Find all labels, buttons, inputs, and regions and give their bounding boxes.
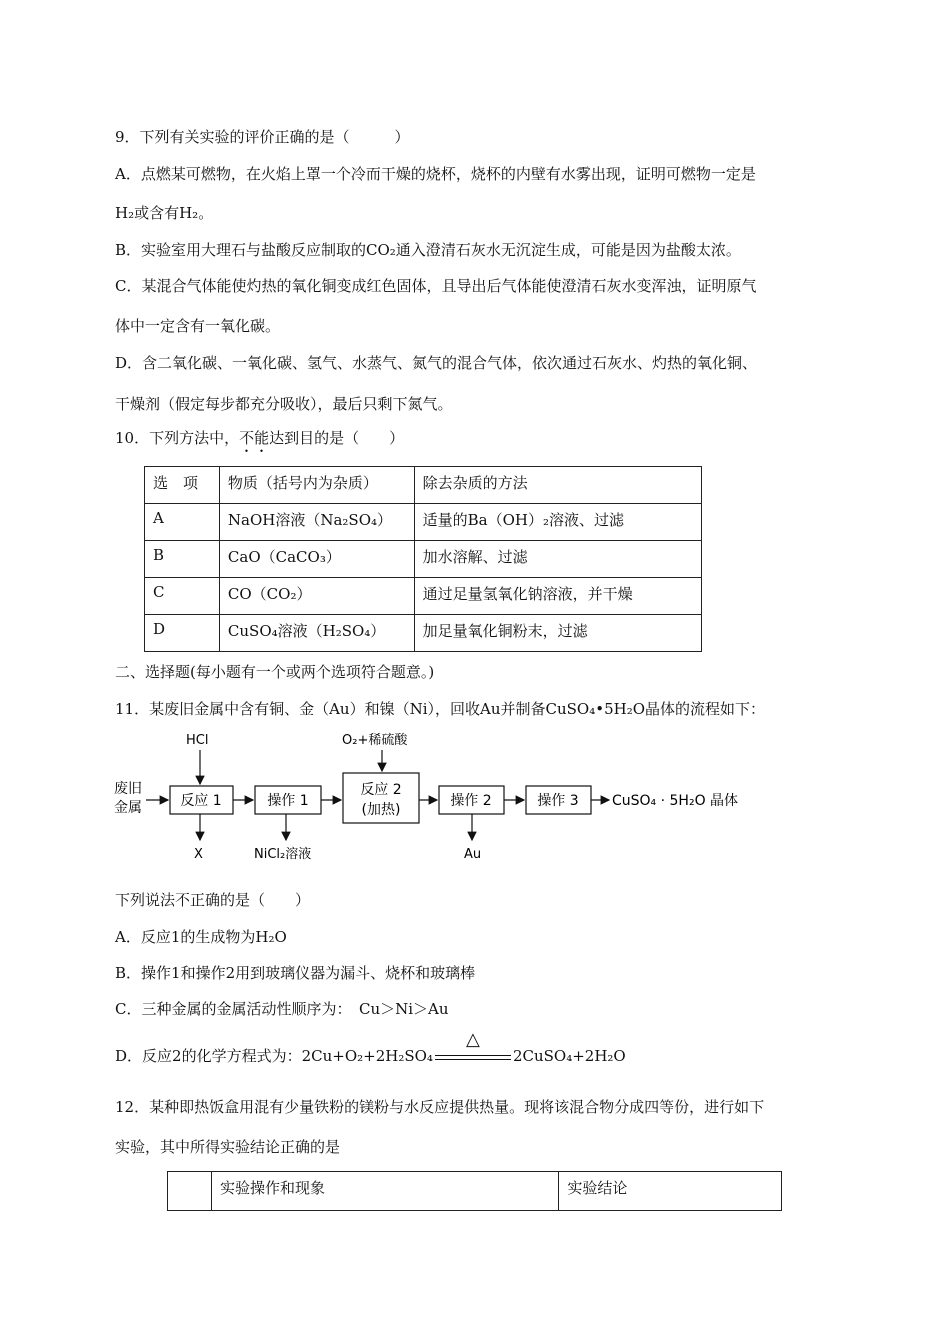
flow-product: CuSO₄ · 5H₂O 晶体 (612, 793, 739, 809)
q10-stem (115, 428, 404, 456)
q11-option-a: A．反应1的生成物为H₂O (115, 928, 287, 946)
flow-box-reaction-2-label: 反应 2 (360, 782, 402, 798)
equals-bar-bottom (435, 1059, 511, 1060)
flow-hcl-label: HCl (186, 733, 209, 748)
q12-results-table (167, 1171, 782, 1211)
q10-options-table (144, 466, 702, 652)
cell-substance: CaO（CaCO₃） (219, 541, 414, 578)
header-cell-method: 除去杂质的方法 (414, 467, 701, 504)
q11-question: 下列说法不正确的是（ ） (115, 891, 311, 909)
flow-output-nicl2: NiCl₂溶液 (254, 847, 312, 862)
header-cell-substance: 物质（括号内为杂质） (219, 467, 414, 504)
q10-stem-emphasis: 不能 (239, 429, 270, 447)
flow-input-line2: 金属 (114, 800, 142, 816)
header-cell-index (168, 1172, 212, 1211)
q9-option-d-line1: D．含二氧化碳、一氧化碳、氢气、水蒸气、氮气的混合气体，依次通过石灰水、灼热的氧化铜、 (115, 354, 758, 372)
q11-option-c: C．三种金属的金属活动性顺序为： Cu＞Ni＞Au (115, 1000, 449, 1018)
q12-stem-line1: 12．某种即热饭盒用混有少量铁粉的镁粉与水反应提供热量。现将该混合物分成四等份，进行如下 (115, 1098, 765, 1116)
q10-stem-pre: 10．下列方法中， (115, 429, 240, 447)
flow-o2-label: O₂+稀硫酸 (342, 733, 408, 748)
equation-condition (433, 1029, 513, 1066)
q9-option-c-line1: C．某混合气体能使灼热的氧化铜变成红色固体，且导出后气体能使澄清石灰水变浑浊，证明原气 (115, 277, 757, 295)
table-row (145, 615, 702, 652)
flow-box-reaction-1-label: 反应 1 (180, 793, 222, 809)
cell-method: 加足量氧化铜粉末，过滤 (414, 615, 701, 652)
cell-method: 通过足量氢氧化钠溶液，并干燥 (414, 578, 701, 615)
q10-stem-post: 达到目的是（ ） (269, 429, 405, 447)
flow-box-reaction-2-condition: (加热) (361, 802, 401, 818)
q11-option-b: B．操作1和操作2用到玻璃仪器为漏斗、烧杯和玻璃棒 (115, 964, 476, 982)
q11-stem: 11．某废旧金属中含有铜、金（Au）和镍（Ni），回收Au并制备CuSO₄•5H₂O晶体的流程如下： (115, 700, 766, 718)
equals-bar-top (435, 1055, 511, 1056)
q9-option-d-line2: 干燥剂（假定每步都充分吸收），最后只剩下氮气。 (115, 395, 453, 413)
q9-stem: 9．下列有关实验的评价正确的是（ ） (115, 128, 410, 146)
flow-output-au: Au (464, 847, 482, 862)
cell-option: D (145, 615, 220, 652)
cell-substance: CuSO₄溶液（H₂SO₄） (219, 615, 414, 652)
q9-option-c-line2: 体中一定含有一氧化碳。 (115, 317, 281, 335)
flow-input-line1: 废旧 (114, 781, 142, 797)
cell-substance: NaOH溶液（Na₂SO₄） (219, 504, 414, 541)
header-cell-operation: 实验操作和现象 (211, 1172, 558, 1211)
q9-option-b: B．实验室用大理石与盐酸反应制取的CO₂通入澄清石灰水无沉淀生成，可能是因为盐酸太浓。 (115, 241, 741, 259)
cell-method: 适量的Ba（OH）₂溶液、过滤 (414, 504, 701, 541)
q11-flow-diagram (110, 728, 760, 868)
table-row (145, 504, 702, 541)
table-header-row (168, 1172, 782, 1211)
header-cell-conclusion: 实验结论 (559, 1172, 782, 1211)
q11-option-d-lhs: D．反应2的化学方程式为：2Cu+O₂+2H₂SO₄ (115, 1047, 433, 1065)
table-header-row (145, 467, 702, 504)
q9-option-a-line1: A．点燃某可燃物，在火焰上罩一个冷而干燥的烧杯，烧杯的内壁有水雾出现，证明可燃物一定是 (115, 165, 756, 183)
flow-box-operation-1-label: 操作 1 (267, 793, 309, 809)
header-cell-option: 选 项 (145, 467, 220, 504)
q9-option-a-line2: H₂或含有H₂。 (115, 204, 214, 222)
flow-box-operation-2-label: 操作 2 (450, 793, 492, 809)
table-row (145, 578, 702, 615)
cell-substance: CO（CO₂） (219, 578, 414, 615)
table-row (145, 541, 702, 578)
cell-option: A (145, 504, 220, 541)
flow-box-operation-3-label: 操作 3 (537, 793, 579, 809)
q11-option-d (115, 1029, 626, 1066)
q12-stem-line2: 实验，其中所得实验结论正确的是 (115, 1138, 341, 1156)
cell-option: C (145, 578, 220, 615)
cell-option: B (145, 541, 220, 578)
flow-output-x: X (194, 847, 203, 862)
q11-option-d-rhs: 2CuSO₄+2H₂O (512, 1047, 626, 1065)
section-2-heading: 二、选择题(每小题有一个或两个选项符合题意。) (115, 663, 435, 681)
cell-method: 加水溶解、过滤 (414, 541, 701, 578)
heat-symbol: △ (466, 1029, 480, 1050)
